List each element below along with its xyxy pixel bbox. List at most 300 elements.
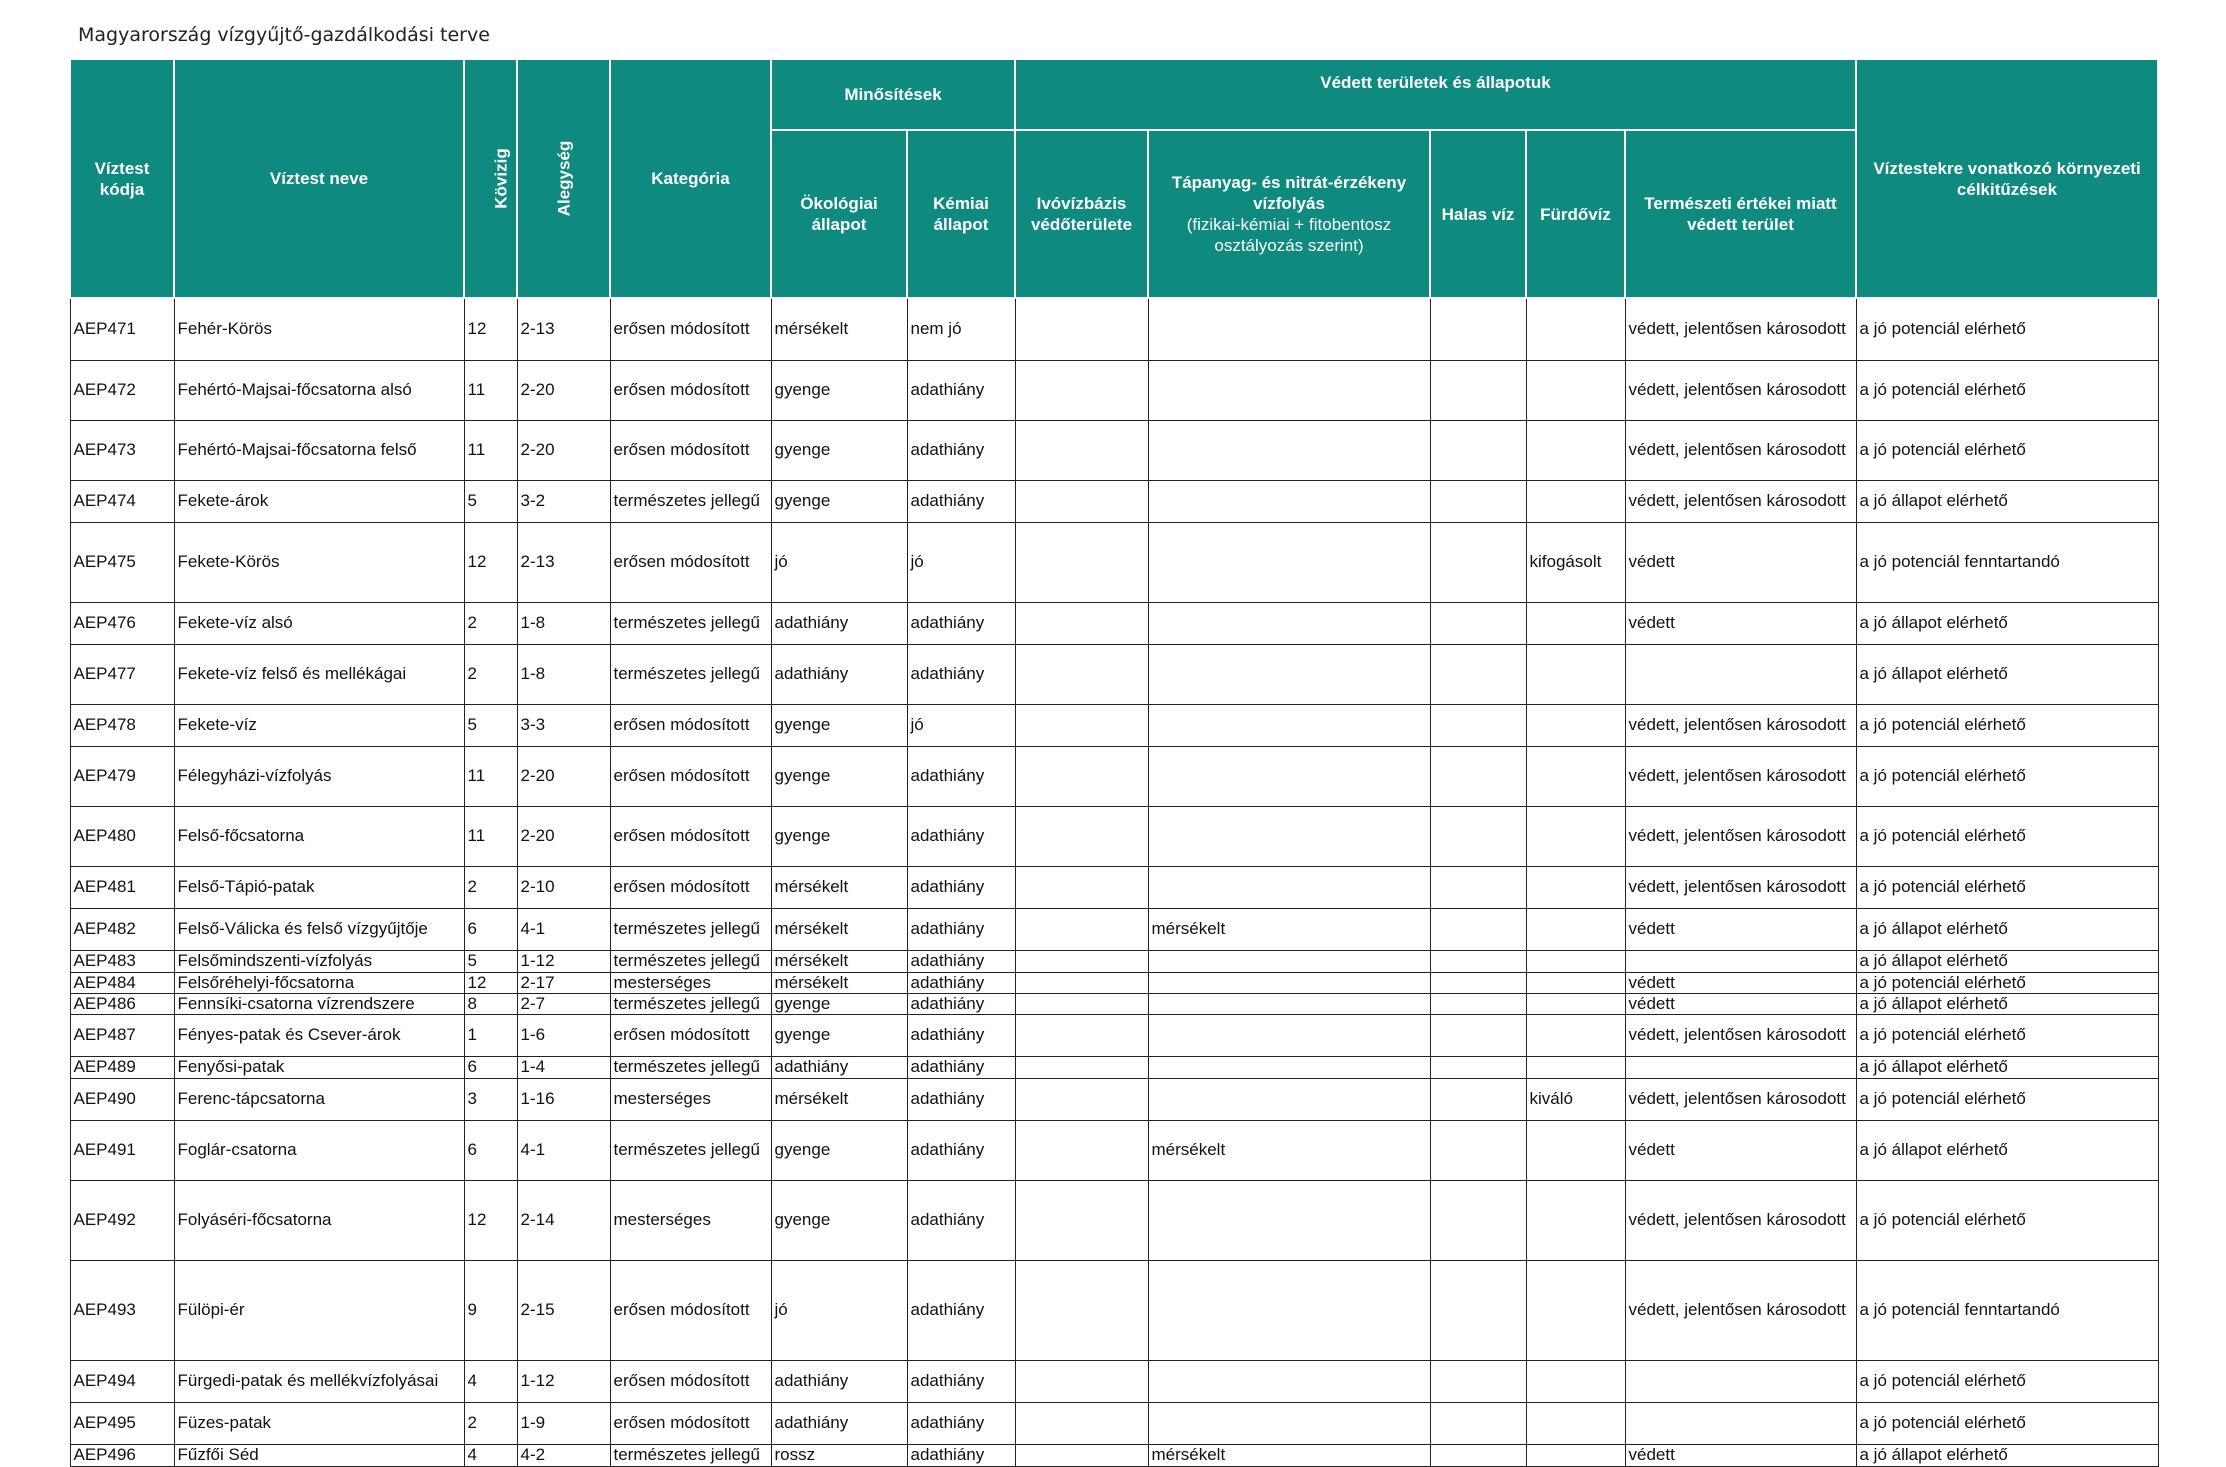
halas-cell [1430, 993, 1526, 1014]
halas-cell [1430, 360, 1526, 420]
kategoria-cell: természetes jellegű [610, 908, 771, 950]
termeszeti-cell: védett, jelentősen károsodott [1625, 420, 1856, 480]
header-kategoria: Kategória [610, 59, 771, 298]
celkituzes-cell: a jó állapot elérhető [1856, 602, 2158, 644]
celkituzes-cell: a jó potenciál elérhető [1856, 1014, 2158, 1056]
tapanyag-cell [1148, 1360, 1430, 1402]
tapanyag-cell [1148, 1056, 1430, 1078]
furdoviz-cell [1526, 1056, 1625, 1078]
halas-cell [1430, 1360, 1526, 1402]
kemiai-cell: adathiány [907, 360, 1015, 420]
okologiai-cell: gyenge [771, 480, 907, 522]
kategoria-cell: természetes jellegű [610, 950, 771, 972]
furdoviz-cell [1526, 704, 1625, 746]
kategoria-cell: erősen módosított [610, 1402, 771, 1444]
termeszeti-cell: védett [1625, 993, 1856, 1014]
furdoviz-cell [1526, 866, 1625, 908]
kategoria-cell: természetes jellegű [610, 1056, 771, 1078]
okologiai-cell: gyenge [771, 1014, 907, 1056]
table-row [70, 1444, 2158, 1466]
furdoviz-cell: kifogásolt [1526, 522, 1625, 602]
code-cell: AEP489 [70, 1056, 174, 1078]
kovizig-cell: 6 [464, 1056, 517, 1078]
celkituzes-cell: a jó potenciál elérhető [1856, 420, 2158, 480]
celkituzes-cell: a jó potenciál elérhető [1856, 1180, 2158, 1260]
furdoviz-cell [1526, 908, 1625, 950]
code-cell: AEP495 [70, 1402, 174, 1444]
table-row [70, 993, 2158, 1014]
tapanyag-cell [1148, 420, 1430, 480]
table-body [70, 298, 2158, 1466]
celkituzes-cell: a jó potenciál fenntartandó [1856, 522, 2158, 602]
kovizig-cell: 5 [464, 704, 517, 746]
kemiai-cell: adathiány [907, 1120, 1015, 1180]
kemiai-cell: adathiány [907, 950, 1015, 972]
name-cell: Felső-Tápió-patak [174, 866, 464, 908]
alegyseg-cell: 2-20 [517, 806, 610, 866]
halas-cell [1430, 1078, 1526, 1120]
tapanyag-cell [1148, 1402, 1430, 1444]
tapanyag-cell [1148, 866, 1430, 908]
table-row [70, 360, 2158, 420]
kategoria-cell: erősen módosított [610, 1360, 771, 1402]
code-cell: AEP480 [70, 806, 174, 866]
tapanyag-cell: mérsékelt [1148, 1120, 1430, 1180]
okologiai-cell: gyenge [771, 420, 907, 480]
header-tapanyag-sub: (fizikai-kémiai + fitobentosz osztályozás szerint) [1186, 215, 1392, 255]
kemiai-cell: adathiány [907, 866, 1015, 908]
celkituzes-cell: a jó állapot elérhető [1856, 1444, 2158, 1466]
termeszeti-cell [1625, 950, 1856, 972]
termeszeti-cell: védett [1625, 1120, 1856, 1180]
name-cell: Ferenc-tápcsatorna [174, 1078, 464, 1120]
alegyseg-cell: 2-7 [517, 993, 610, 1014]
name-cell: Foglár-csatorna [174, 1120, 464, 1180]
tapanyag-cell [1148, 1180, 1430, 1260]
ivoviz-cell [1015, 1078, 1148, 1120]
kovizig-cell: 2 [464, 1402, 517, 1444]
furdoviz-cell [1526, 950, 1625, 972]
furdoviz-cell [1526, 1444, 1625, 1466]
halas-cell [1430, 1120, 1526, 1180]
okologiai-cell: adathiány [771, 1402, 907, 1444]
tapanyag-cell [1148, 950, 1430, 972]
name-cell: Fűzfői Séd [174, 1444, 464, 1466]
kategoria-cell: erősen módosított [610, 866, 771, 908]
furdoviz-cell: kiváló [1526, 1078, 1625, 1120]
alegyseg-cell: 2-17 [517, 972, 610, 993]
halas-cell [1430, 866, 1526, 908]
kovizig-cell: 6 [464, 908, 517, 950]
celkituzes-cell: a jó állapot elérhető [1856, 993, 2158, 1014]
alegyseg-cell: 4-2 [517, 1444, 610, 1466]
kovizig-cell: 11 [464, 746, 517, 806]
okologiai-cell: gyenge [771, 704, 907, 746]
tapanyag-cell [1148, 602, 1430, 644]
celkituzes-cell: a jó állapot elérhető [1856, 644, 2158, 704]
header-vedett-teruletek: Védett területek és állapotuk [1015, 59, 1856, 130]
alegyseg-cell: 1-8 [517, 644, 610, 704]
alegyseg-cell: 1-12 [517, 1360, 610, 1402]
ivoviz-cell [1015, 1014, 1148, 1056]
kemiai-cell: jó [907, 704, 1015, 746]
kovizig-cell: 12 [464, 972, 517, 993]
table-row [70, 1260, 2158, 1360]
termeszeti-cell: védett, jelentősen károsodott [1625, 1260, 1856, 1360]
kategoria-cell: természetes jellegű [610, 480, 771, 522]
okologiai-cell: gyenge [771, 806, 907, 866]
kovizig-cell: 8 [464, 993, 517, 1014]
header-furdoviz: Fürdővíz [1526, 130, 1625, 298]
kategoria-cell: mesterséges [610, 972, 771, 993]
tapanyag-cell [1148, 1078, 1430, 1120]
celkituzes-cell: a jó potenciál elérhető [1856, 298, 2158, 360]
ivoviz-cell [1015, 1402, 1148, 1444]
alegyseg-cell: 1-12 [517, 950, 610, 972]
kovizig-cell: 11 [464, 420, 517, 480]
okologiai-cell: mérsékelt [771, 908, 907, 950]
kovizig-cell: 3 [464, 1078, 517, 1120]
kovizig-cell: 5 [464, 480, 517, 522]
termeszeti-cell [1625, 644, 1856, 704]
kategoria-cell: mesterséges [610, 1078, 771, 1120]
ivoviz-cell [1015, 1360, 1148, 1402]
celkituzes-cell: a jó potenciál elérhető [1856, 806, 2158, 866]
termeszeti-cell: védett [1625, 602, 1856, 644]
okologiai-cell: gyenge [771, 746, 907, 806]
halas-cell [1430, 908, 1526, 950]
okologiai-cell: gyenge [771, 1120, 907, 1180]
alegyseg-cell: 3-2 [517, 480, 610, 522]
header-alegyseg-label: Alegység [554, 140, 573, 217]
kategoria-cell: erősen módosított [610, 522, 771, 602]
celkituzes-cell: a jó potenciál elérhető [1856, 360, 2158, 420]
name-cell: Fülöpi-ér [174, 1260, 464, 1360]
termeszeti-cell: védett, jelentősen károsodott [1625, 1078, 1856, 1120]
kemiai-cell: jó [907, 522, 1015, 602]
alegyseg-cell: 2-20 [517, 360, 610, 420]
kovizig-cell: 4 [464, 1360, 517, 1402]
table-row [70, 602, 2158, 644]
header-kemiai: Kémiai állapot [907, 130, 1015, 298]
termeszeti-cell: védett, jelentősen károsodott [1625, 1014, 1856, 1056]
tapanyag-cell: mérsékelt [1148, 1444, 1430, 1466]
name-cell: Fekete-víz alsó [174, 602, 464, 644]
furdoviz-cell [1526, 1180, 1625, 1260]
alegyseg-cell: 4-1 [517, 1120, 610, 1180]
kemiai-cell: adathiány [907, 1056, 1015, 1078]
kemiai-cell: adathiány [907, 420, 1015, 480]
name-cell: Folyáséri-főcsatorna [174, 1180, 464, 1260]
name-cell: Fekete-Körös [174, 522, 464, 602]
table-row [70, 298, 2158, 360]
ivoviz-cell [1015, 1120, 1148, 1180]
alegyseg-cell: 3-3 [517, 704, 610, 746]
table-row [70, 746, 2158, 806]
kovizig-cell: 6 [464, 1120, 517, 1180]
furdoviz-cell [1526, 972, 1625, 993]
alegyseg-cell: 2-14 [517, 1180, 610, 1260]
name-cell: Füzes-patak [174, 1402, 464, 1444]
ivoviz-cell [1015, 522, 1148, 602]
kategoria-cell: természetes jellegű [610, 1444, 771, 1466]
table-row [70, 950, 2158, 972]
header-minositesek: Minősítések [771, 59, 1015, 130]
termeszeti-cell [1625, 1056, 1856, 1078]
okologiai-cell: mérsékelt [771, 972, 907, 993]
ivoviz-cell [1015, 1444, 1148, 1466]
ivoviz-cell [1015, 972, 1148, 993]
code-cell: AEP472 [70, 360, 174, 420]
furdoviz-cell [1526, 480, 1625, 522]
alegyseg-cell: 2-13 [517, 298, 610, 360]
header-tapanyag [1148, 130, 1430, 298]
halas-cell [1430, 972, 1526, 993]
alegyseg-cell: 2-20 [517, 746, 610, 806]
celkituzes-cell: a jó potenciál elérhető [1856, 1402, 2158, 1444]
header-okologiai: Ökológiai állapot [771, 130, 907, 298]
tapanyag-cell: mérsékelt [1148, 908, 1430, 950]
termeszeti-cell: védett, jelentősen károsodott [1625, 298, 1856, 360]
alegyseg-cell: 4-1 [517, 908, 610, 950]
kemiai-cell: adathiány [907, 644, 1015, 704]
alegyseg-cell: 1-4 [517, 1056, 610, 1078]
alegyseg-cell: 1-16 [517, 1078, 610, 1120]
table-row [70, 1360, 2158, 1402]
furdoviz-cell [1526, 806, 1625, 866]
kategoria-cell: erősen módosított [610, 1014, 771, 1056]
celkituzes-cell: a jó állapot elérhető [1856, 950, 2158, 972]
code-cell: AEP481 [70, 866, 174, 908]
furdoviz-cell [1526, 360, 1625, 420]
alegyseg-cell: 2-10 [517, 866, 610, 908]
table-row [70, 1014, 2158, 1056]
table-row [70, 1180, 2158, 1260]
kemiai-cell: adathiány [907, 908, 1015, 950]
celkituzes-cell: a jó állapot elérhető [1856, 480, 2158, 522]
header-ivoviz: Ivóvízbázis védőterülete [1015, 130, 1148, 298]
okologiai-cell: adathiány [771, 644, 907, 704]
name-cell: Fényes-patak és Csever-árok [174, 1014, 464, 1056]
code-cell: AEP478 [70, 704, 174, 746]
name-cell: Felső-Válicka és felső vízgyűjtője [174, 908, 464, 950]
table-row [70, 866, 2158, 908]
tapanyag-cell [1148, 298, 1430, 360]
ivoviz-cell [1015, 1056, 1148, 1078]
halas-cell [1430, 746, 1526, 806]
kovizig-cell: 12 [464, 522, 517, 602]
name-cell: Fehértó-Majsai-főcsatorna felső [174, 420, 464, 480]
table-row [70, 480, 2158, 522]
ivoviz-cell [1015, 298, 1148, 360]
code-cell: AEP491 [70, 1120, 174, 1180]
furdoviz-cell [1526, 746, 1625, 806]
kategoria-cell: erősen módosított [610, 806, 771, 866]
okologiai-cell: mérsékelt [771, 950, 907, 972]
okologiai-cell: gyenge [771, 360, 907, 420]
kemiai-cell: adathiány [907, 1402, 1015, 1444]
ivoviz-cell [1015, 993, 1148, 1014]
tapanyag-cell [1148, 746, 1430, 806]
okologiai-cell: gyenge [771, 1180, 907, 1260]
alegyseg-cell: 2-13 [517, 522, 610, 602]
name-cell: Félegyházi-vízfolyás [174, 746, 464, 806]
halas-cell [1430, 1180, 1526, 1260]
halas-cell [1430, 420, 1526, 480]
termeszeti-cell: védett, jelentősen károsodott [1625, 704, 1856, 746]
name-cell: Fehér-Körös [174, 298, 464, 360]
halas-cell [1430, 602, 1526, 644]
celkituzes-cell: a jó állapot elérhető [1856, 908, 2158, 950]
table-row [70, 806, 2158, 866]
name-cell: Felsőréhelyi-főcsatorna [174, 972, 464, 993]
header-kovizig-label: Kövizig [491, 148, 511, 209]
name-cell: Felső-főcsatorna [174, 806, 464, 866]
kategoria-cell: természetes jellegű [610, 602, 771, 644]
kovizig-cell: 12 [464, 1180, 517, 1260]
code-cell: AEP475 [70, 522, 174, 602]
alegyseg-cell: 2-20 [517, 420, 610, 480]
ivoviz-cell [1015, 1180, 1148, 1260]
code-cell: AEP484 [70, 972, 174, 993]
kovizig-cell: 11 [464, 360, 517, 420]
document-title: Magyarország vízgyűjtő-gazdálkodási terve [78, 24, 490, 46]
code-cell: AEP483 [70, 950, 174, 972]
halas-cell [1430, 480, 1526, 522]
header-tapanyag-label: Tápanyag- és nitrát-érzékeny vízfolyás [1171, 173, 1407, 213]
name-cell: Fekete-víz [174, 704, 464, 746]
halas-cell [1430, 1260, 1526, 1360]
okologiai-cell: jó [771, 1260, 907, 1360]
ivoviz-cell [1015, 950, 1148, 972]
tapanyag-cell [1148, 360, 1430, 420]
termeszeti-cell: védett, jelentősen károsodott [1625, 480, 1856, 522]
ivoviz-cell [1015, 1260, 1148, 1360]
header-celkituzesek: Víztestekre vonatkozó környezeti célkitűzések [1856, 59, 2158, 298]
halas-cell [1430, 522, 1526, 602]
kategoria-cell: erősen módosított [610, 360, 771, 420]
okologiai-cell: adathiány [771, 1056, 907, 1078]
kemiai-cell: adathiány [907, 746, 1015, 806]
table-row [70, 522, 2158, 602]
termeszeti-cell: védett [1625, 1444, 1856, 1466]
header-kovizig [464, 59, 517, 298]
alegyseg-cell: 2-15 [517, 1260, 610, 1360]
name-cell: Fennsíki-csatorna vízrendszere [174, 993, 464, 1014]
celkituzes-cell: a jó potenciál elérhető [1856, 972, 2158, 993]
furdoviz-cell [1526, 1120, 1625, 1180]
kemiai-cell: adathiány [907, 1360, 1015, 1402]
kovizig-cell: 2 [464, 602, 517, 644]
termeszeti-cell: védett, jelentősen károsodott [1625, 360, 1856, 420]
kemiai-cell: adathiány [907, 1078, 1015, 1120]
furdoviz-cell [1526, 1402, 1625, 1444]
name-cell: Fekete-víz felső és mellékágai [174, 644, 464, 704]
halas-cell [1430, 298, 1526, 360]
header-termeszeti: Természeti értékei miatt védett terület [1625, 130, 1856, 298]
code-cell: AEP490 [70, 1078, 174, 1120]
code-cell: AEP492 [70, 1180, 174, 1260]
termeszeti-cell: védett, jelentősen károsodott [1625, 866, 1856, 908]
termeszeti-cell [1625, 1402, 1856, 1444]
name-cell: Felsőmindszenti-vízfolyás [174, 950, 464, 972]
table-row [70, 908, 2158, 950]
tapanyag-cell [1148, 704, 1430, 746]
kategoria-cell: erősen módosított [610, 420, 771, 480]
kategoria-cell: természetes jellegű [610, 993, 771, 1014]
termeszeti-cell: védett, jelentősen károsodott [1625, 1180, 1856, 1260]
ivoviz-cell [1015, 420, 1148, 480]
table-row [70, 1078, 2158, 1120]
ivoviz-cell [1015, 644, 1148, 704]
celkituzes-cell: a jó potenciál fenntartandó [1856, 1260, 2158, 1360]
tapanyag-cell [1148, 522, 1430, 602]
kovizig-cell: 2 [464, 644, 517, 704]
kemiai-cell: adathiány [907, 602, 1015, 644]
kategoria-cell: erősen módosított [610, 1260, 771, 1360]
tapanyag-cell [1148, 1014, 1430, 1056]
kemiai-cell: adathiány [907, 1444, 1015, 1466]
ivoviz-cell [1015, 746, 1148, 806]
kategoria-cell: erősen módosított [610, 704, 771, 746]
halas-cell [1430, 1402, 1526, 1444]
kovizig-cell: 2 [464, 866, 517, 908]
table-row [70, 1120, 2158, 1180]
celkituzes-cell: a jó állapot elérhető [1856, 1120, 2158, 1180]
tapanyag-cell [1148, 480, 1430, 522]
kovizig-cell: 12 [464, 298, 517, 360]
ivoviz-cell [1015, 480, 1148, 522]
table-row [70, 420, 2158, 480]
kemiai-cell: nem jó [907, 298, 1015, 360]
kemiai-cell: adathiány [907, 1260, 1015, 1360]
termeszeti-cell: védett [1625, 908, 1856, 950]
kemiai-cell: adathiány [907, 806, 1015, 866]
celkituzes-cell: a jó állapot elérhető [1856, 1056, 2158, 1078]
ivoviz-cell [1015, 704, 1148, 746]
furdoviz-cell [1526, 1360, 1625, 1402]
kemiai-cell: adathiány [907, 993, 1015, 1014]
okologiai-cell: mérsékelt [771, 1078, 907, 1120]
kovizig-cell: 9 [464, 1260, 517, 1360]
halas-cell [1430, 806, 1526, 866]
kategoria-cell: természetes jellegű [610, 1120, 771, 1180]
code-cell: AEP486 [70, 993, 174, 1014]
furdoviz-cell [1526, 993, 1625, 1014]
furdoviz-cell [1526, 602, 1625, 644]
table-row [70, 1402, 2158, 1444]
kemiai-cell: adathiány [907, 480, 1015, 522]
furdoviz-cell [1526, 420, 1625, 480]
halas-cell [1430, 644, 1526, 704]
alegyseg-cell: 1-9 [517, 1402, 610, 1444]
halas-cell [1430, 1056, 1526, 1078]
name-cell: Fekete-árok [174, 480, 464, 522]
code-cell: AEP493 [70, 1260, 174, 1360]
celkituzes-cell: a jó potenciál elérhető [1856, 1360, 2158, 1402]
table-row [70, 644, 2158, 704]
celkituzes-cell: a jó potenciál elérhető [1856, 746, 2158, 806]
furdoviz-cell [1526, 644, 1625, 704]
code-cell: AEP479 [70, 746, 174, 806]
tapanyag-cell [1148, 993, 1430, 1014]
code-cell: AEP471 [70, 298, 174, 360]
header-name: Víztest neve [174, 59, 464, 298]
name-cell: Fehértó-Majsai-főcsatorna alsó [174, 360, 464, 420]
code-cell: AEP474 [70, 480, 174, 522]
kovizig-cell: 5 [464, 950, 517, 972]
okologiai-cell: mérsékelt [771, 298, 907, 360]
